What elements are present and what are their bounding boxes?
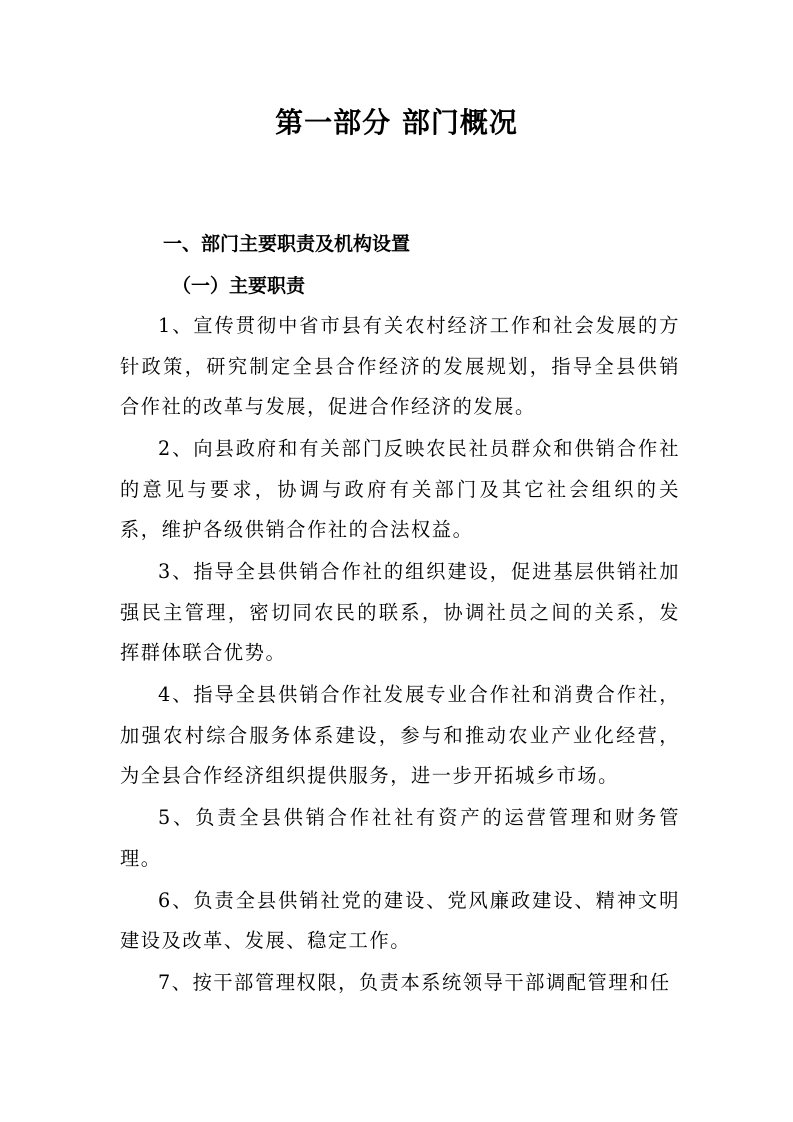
paragraph-6: 6、负责全县供销社党的建设、党风廉政建设、精神文明建设及改革、发展、稳定工作。 — [120, 888, 680, 952]
body-text — [120, 306, 680, 1005]
paragraph-5: 5、负责全县供销合作社社有资产的运营管理和财务管理。 — [120, 806, 680, 870]
paragraph-1: 1、宣传贯彻中省市县有关农村经济工作和社会发展的方针政策，研究制定全县合作经济的发展规划，指导全县供销合作社的改革与发展，促进合作经济的发展。 — [120, 314, 680, 418]
subsection-heading: （一）主要职责 — [172, 275, 306, 297]
paragraph-2: 2、向县政府和有关部门反映农民社员群众和供销合作社的意见与要求，协调与政府有关部门及其它社会组织的关系，维护各级供销合作社的合法权益。 — [120, 437, 680, 541]
page-title: 第一部分 部门概况 — [275, 106, 518, 139]
paragraph-3: 3、指导全县供销合作社的组织建设，促进基层供销社加强民主管理，密切同农民的联系，协调社员之间的关系，发挥群体联合优势。 — [120, 560, 680, 664]
paragraph-7: 7、按干部管理权限，负责本系统领导干部调配管理和任 — [158, 971, 671, 994]
paragraph-4: 4、指导全县供销合作社发展专业合作社和消费合作社，加强农村综合服务体系建设，参与和推动农业产业化经营，为全县合作经济组织提供服务，进一步开拓城乡市场。 — [120, 683, 680, 787]
section-heading: 一、部门主要职责及机构设置 — [163, 233, 411, 255]
